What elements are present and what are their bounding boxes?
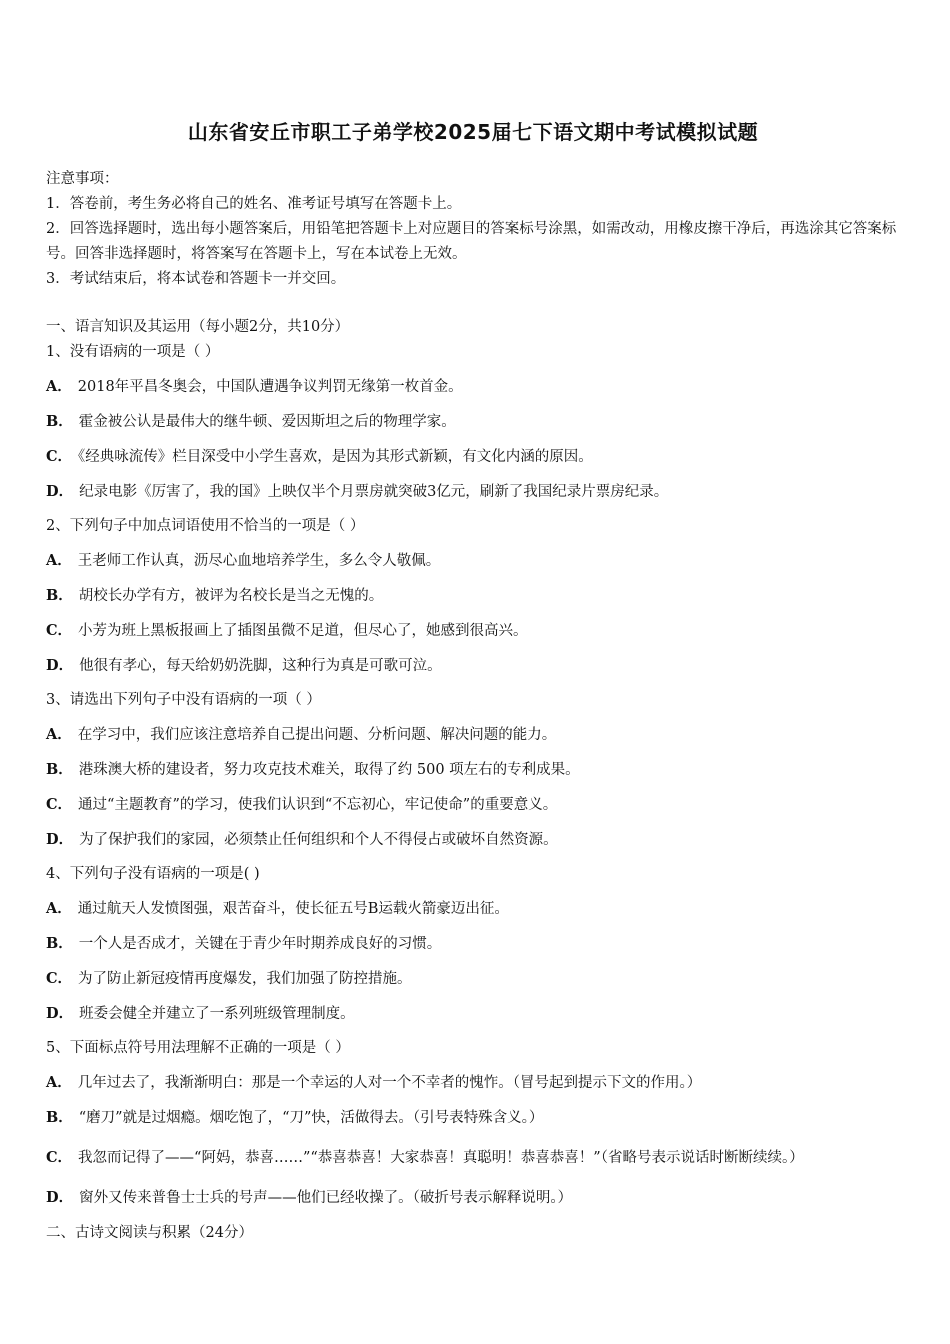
option-5a xyxy=(46,1070,900,1096)
option-text: 班委会健全并建立了一系列班级管理制度。 xyxy=(79,1006,355,1022)
option-label: D． xyxy=(46,657,74,674)
option-text: 纪录电影《厉害了，我的国》上映仅半个月票房就突破3亿元，刷新了我国纪录片票房纪录。 xyxy=(79,484,669,500)
option-label: B． xyxy=(46,587,73,604)
option-label: C． xyxy=(46,448,73,465)
option-text: 王老师工作认真，沥尽心血地培养学生，多么令人敬佩。 xyxy=(77,553,441,569)
option-text: 胡校长办学有方，被评为名校长是当之无愧的。 xyxy=(78,588,384,604)
question-stem-5: 5、下面标点符号用法理解不正确的一项是（ ） xyxy=(46,1040,350,1056)
option-label: B． xyxy=(46,413,73,430)
option-2c xyxy=(46,618,900,644)
option-text: 他很有孝心，每天给奶奶洗脚，这种行为真是可歌可泣。 xyxy=(79,658,442,674)
option-4c xyxy=(46,966,900,992)
option-label: C． xyxy=(46,622,73,639)
option-label: A． xyxy=(46,378,72,395)
option-text: 几年过去了，我渐渐明白：那是一个幸运的人对一个不幸者的愧怍。（冒号起到提示下文的作用。） xyxy=(77,1075,702,1091)
section-heading-1: 一、语言知识及其运用（每小题2分，共10分） xyxy=(46,319,350,335)
option-5d xyxy=(46,1185,900,1211)
option-1c xyxy=(46,444,900,470)
note-item: 1．答卷前，考生务必将自己的姓名、准考证号填写在答题卡上。 xyxy=(46,196,462,212)
notes-heading: 注意事项： xyxy=(46,171,119,187)
option-label: C． xyxy=(46,970,73,987)
option-4d xyxy=(46,1001,900,1027)
question-stem-1: 1、没有语病的一项是（ ） xyxy=(46,344,220,360)
option-text: 为了保护我们的家园，必须禁止任何组织和个人不得侵占或破坏自然资源。 xyxy=(79,832,558,848)
option-3a xyxy=(46,722,900,748)
notes-block xyxy=(46,167,900,292)
option-label: D． xyxy=(46,831,74,848)
option-3b xyxy=(46,757,900,783)
option-label: A． xyxy=(46,900,72,917)
option-text: 一个人是否成才，关键在于青少年时期养成良好的习惯。 xyxy=(78,936,442,952)
option-1b xyxy=(46,409,900,435)
option-label: A． xyxy=(46,726,72,743)
option-label: B． xyxy=(46,761,73,778)
option-text: “磨刀”就是过烟瘾。烟吃饱了，“刀”快，活做得去。（引号表特殊含义。） xyxy=(78,1110,544,1126)
option-text: 我忽而记得了——“阿妈，恭喜……”“恭喜恭喜！大家恭喜！真聪明！恭喜恭喜！”（省略号表示说话时断断续续。） xyxy=(78,1150,804,1166)
option-text: 窗外又传来普鲁士士兵的号声——他们已经收操了。（破折号表示解释说明。） xyxy=(79,1190,573,1206)
option-3c xyxy=(46,792,900,818)
option-text: 港珠澳大桥的建设者，努力攻克技术难关，取得了约 500 项左右的专利成果。 xyxy=(78,762,580,778)
note-item: 2．回答选择题时，选出每小题答案后，用铅笔把答题卡上对应题目的答案标号涂黑，如需改动，用橡皮擦干净后，再选涂其它答案标号。回答非选择题时，将答案写在答题卡上，写在本试卷上无效。 xyxy=(46,221,897,262)
option-text: 霍金被公认是最伟大的继牛顿、爱因斯坦之后的物理学家。 xyxy=(78,414,456,430)
option-label: D． xyxy=(46,483,74,500)
option-label: A． xyxy=(46,552,72,569)
option-1a xyxy=(46,374,900,400)
note-item: 3．考试结束后，将本试卷和答题卡一并交回。 xyxy=(46,271,346,287)
exam-title: 山东省安丘市职工子弟学校2025届七下语文期中考试模拟试题 xyxy=(187,120,759,144)
question-stem-3: 3、请选出下列句子中没有语病的一项（ ） xyxy=(46,692,321,708)
option-3d xyxy=(46,827,900,853)
option-label: B． xyxy=(46,1109,73,1126)
option-text: 《经典咏流传》栏目深受中小学生喜欢，是因为其形式新颖，有文化内涵的原因。 xyxy=(78,449,593,465)
option-text: 为了防止新冠疫情再度爆发，我们加强了防控措施。 xyxy=(78,971,412,987)
question-stem-4: 4、下列句子没有语病的一项是( ) xyxy=(46,866,260,882)
option-4a xyxy=(46,896,900,922)
option-label: D． xyxy=(46,1189,74,1206)
option-text: 在学习中，我们应该注意培养自己提出问题、分析问题、解决问题的能力。 xyxy=(77,727,557,743)
option-2a xyxy=(46,548,900,574)
option-2d xyxy=(46,653,900,679)
question-stem-2: 2、下列句子中加点词语使用不恰当的一项是（ ） xyxy=(46,518,365,534)
option-label: C． xyxy=(46,796,73,813)
option-5b xyxy=(46,1105,900,1131)
option-label: A． xyxy=(46,1074,72,1091)
option-4b xyxy=(46,931,900,957)
option-text: 小芳为班上黑板报画上了插图虽微不足道，但尽心了，她感到很高兴。 xyxy=(78,623,528,639)
section-heading-2: 二、古诗文阅读与积累（24分） xyxy=(46,1225,253,1241)
option-label: B． xyxy=(46,935,73,952)
option-label: D． xyxy=(46,1005,74,1022)
option-text: 2018年平昌冬奥会，中国队遭遇争议判罚无缘第一枚首金。 xyxy=(77,379,463,395)
option-5c xyxy=(46,1140,900,1176)
option-label: C． xyxy=(46,1149,73,1166)
option-text: 通过航天人发愤图强，艰苦奋斗，使长征五号B运载火箭豪迈出征。 xyxy=(77,901,509,917)
option-2b xyxy=(46,583,900,609)
option-1d xyxy=(46,479,900,505)
option-text: 通过“主题教育”的学习，使我们认识到“不忘初心，牢记使命”的重要意义。 xyxy=(78,797,558,813)
